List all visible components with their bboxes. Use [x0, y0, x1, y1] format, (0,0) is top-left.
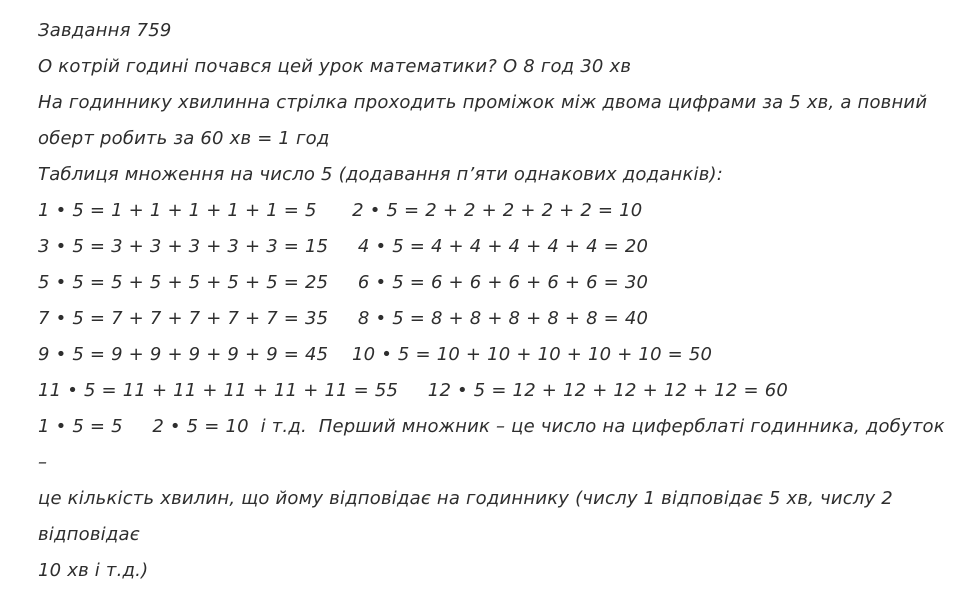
multiplication-row-6: 11 • 5 = 11 + 11 + 11 + 11 + 11 = 55 12 • 5 = 12 + 12 + 12 + 12 + 12 = 60 [38, 380, 788, 401]
multiplication-row-4: 7 • 5 = 7 + 7 + 7 + 7 + 7 = 35 8 • 5 = 8 + 8 + 8 + 8 + 8 = 40 [38, 308, 649, 329]
table-heading: Таблиця множення на число 5 (додавання п’яти однакових доданків): [38, 164, 724, 185]
conclusion-line-2: це кількість хвилин, що йому відповідає на годиннику (числу 1 відповідає 5 хв, числу 2 відповідає [38, 488, 899, 545]
question-line: О котрій годині почався цей урок математики? О 8 год 30 хв [38, 56, 632, 77]
multiplication-row-5: 9 • 5 = 9 + 9 + 9 + 9 + 9 = 45 10 • 5 = 10 + 10 + 10 + 10 + 10 = 50 [38, 344, 713, 365]
multiplication-row-1: 1 • 5 = 1 + 1 + 1 + 1 + 1 = 5 2 • 5 = 2 + 2 + 2 + 2 + 2 = 10 [38, 200, 643, 221]
multiplication-row-2: 3 • 5 = 3 + 3 + 3 + 3 + 3 = 15 4 • 5 = 4 + 4 + 4 + 4 + 4 = 20 [38, 236, 649, 257]
conclusion-line-3: 10 хв і т.д.) [38, 560, 149, 581]
explanation-line-2: оберт робить за 60 хв = 1 год [38, 128, 330, 149]
conclusion-line-1: 1 • 5 = 5 2 • 5 = 10 і т.д. Перший множник – це число на циферблаті годинника, добуток – [38, 416, 951, 473]
multiplication-row-3: 5 • 5 = 5 + 5 + 5 + 5 + 5 = 25 6 • 5 = 6 + 6 + 6 + 6 + 6 = 30 [38, 272, 649, 293]
explanation-line-1: На годиннику хвилинна стрілка проходить проміжок між двома цифрами за 5 хв, а повний [38, 92, 928, 113]
task-title: Завдання 759 [38, 20, 172, 41]
